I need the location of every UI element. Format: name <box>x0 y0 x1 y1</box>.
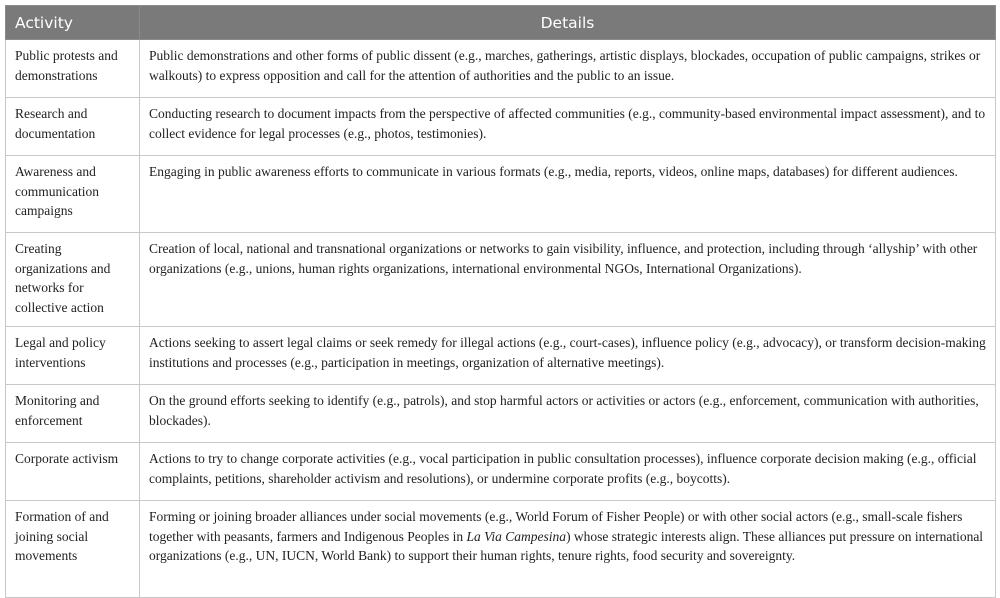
table-row <box>6 327 996 385</box>
details-cell: Actions seeking to assert legal claims or seek remedy for illegal actions (e.g., court-cases), influence policy (e.g., advocacy), or transform decision-making institutions and processes (e.g., participation in meetings, organization of alternative meetings). <box>140 327 996 385</box>
details-italic-text: La Via Campesina <box>466 528 567 544</box>
table-row <box>6 40 996 98</box>
activity-cell: Monitoring and enforcement <box>6 385 140 443</box>
table-row <box>6 443 996 501</box>
details-text: ) whose strategic interests align. These alliances put pressure on international organizations (e.g., UN, IUCN, World Bank) to support their human rights, tenure rights, food security and sovereignty. <box>149 528 984 563</box>
column-header-details: Details <box>140 6 996 40</box>
details-cell: On the ground efforts seeking to identify (e.g., patrols), and stop harmful actors or activities or actors (e.g., enforcement, communication with authorities, blockades). <box>140 385 996 443</box>
table-row <box>6 385 996 443</box>
activity-cell: Legal and policy interventions <box>6 327 140 385</box>
details-cell: Public demonstrations and other forms of public dissent (e.g., marches, gatherings, artistic displays, blockades, occupation of public campaigns, strikes or walkouts) to express opposition and call for the attention of authorities and the public to an issue. <box>140 40 996 98</box>
table-row <box>6 501 996 598</box>
activities-table <box>5 5 996 598</box>
activity-cell: Public protests and demonstrations <box>6 40 140 98</box>
table-row <box>6 233 996 327</box>
table-row <box>6 98 996 156</box>
activity-cell: Corporate activism <box>6 443 140 501</box>
details-cell: Conducting research to document impacts from the perspective of affected communities (e.g., community-based environmental impact assessment), and to collect evidence for legal processes (e.g., photos, testimonies). <box>140 98 996 156</box>
details-cell: Creation of local, national and transnational organizations or networks to gain visibility, influence, and protection, including through ‘allyship’ with other organizations (e.g., unions, human rights organizations, international environmental NGOs, International Organizations). <box>140 233 996 327</box>
details-text: Forming or joining broader alliances under social movements (e.g., World Forum of Fisher People) or with other social actors (e.g., small-scale fishers together with peasants, farmers and Indigenous Peoples in <box>149 509 963 544</box>
column-header-activity: Activity <box>6 6 140 40</box>
activity-cell: Research and documentation <box>6 98 140 156</box>
header-row <box>6 6 996 40</box>
details-cell <box>140 501 996 598</box>
activity-cell: Creating organizations and networks for collective action <box>6 233 140 327</box>
activity-cell: Awareness and communication campaigns <box>6 156 140 233</box>
activities-table-container <box>5 5 996 598</box>
table-row <box>6 156 996 233</box>
details-cell: Engaging in public awareness efforts to communicate in various formats (e.g., media, reports, videos, online maps, databases) for different audiences. <box>140 156 996 233</box>
activity-cell: Formation of and joining social movements <box>6 501 140 598</box>
details-cell: Actions to try to change corporate activities (e.g., vocal participation in public consultation processes), influence corporate decision making (e.g., official complaints, petitions, shareholder activism and resolutions), or undermine corporate profits (e.g., boycotts). <box>140 443 996 501</box>
